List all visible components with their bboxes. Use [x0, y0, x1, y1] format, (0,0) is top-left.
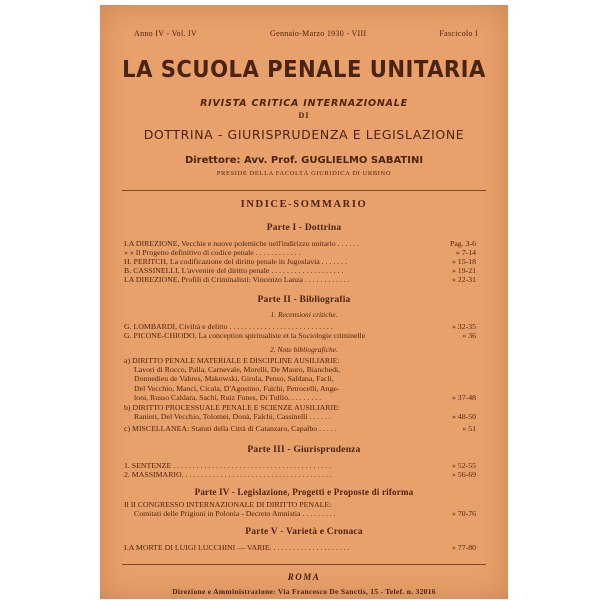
toc-entry-page: » 56-69	[449, 470, 476, 479]
toc-entry-page: » 37-48	[451, 392, 476, 402]
connector-di: DI	[298, 111, 310, 120]
toc-entry	[124, 257, 476, 266]
issue-header	[134, 29, 478, 38]
journal-scope: DOTTRINA - GIURISPRUDENZA E LEGISLAZIONE	[143, 127, 465, 142]
toc-entry-text: H. PERITCH, La codificazione del diritto penale in Jugoslavia . . . . . . .	[124, 257, 348, 266]
subsection-reviews: 1. Recensioni critiche.	[270, 310, 338, 319]
block-line: Lavori di Rocco, Palla, Carnevale, Morelli, De Mauro, Bianchedi,	[134, 365, 341, 375]
toc-entry	[124, 322, 476, 331]
toc-entry-text: 2. MASSIMARIO. . . . . . . . . . . . . . . . . . . . . . . . . . . . . . . . . . . . . . .	[124, 470, 332, 479]
journal-cover	[100, 5, 508, 599]
part-3-heading: Parte III - Giurisprudenza	[247, 445, 361, 455]
volume-label: Anno IV - Vol. IV	[134, 29, 198, 38]
toc-entry-page: Pag. 3-6	[447, 239, 476, 248]
block-line: Donnedieu de Vabres, Makowski, Girola, Penso, Saldana, Facli,	[134, 374, 334, 384]
toc-entry-page: » 15-18	[449, 257, 476, 266]
toc-entry-page: » 52-55	[449, 461, 476, 470]
fascicolo-label: Fascicolo I	[439, 29, 478, 38]
block-line-text: Ranieri, Del Vecchio, Tolomei, Donà, Falchi, Cassinelli . . . . . .	[134, 412, 331, 422]
legislation-block	[124, 500, 476, 518]
toc-entry-page: » 77-80	[449, 543, 476, 552]
issue-date: Gennaio-Marzo 1930 - VIII	[270, 29, 367, 38]
subsection-notes: 2. Note bibliografiche.	[270, 345, 338, 354]
notes-block-b	[124, 403, 476, 421]
toc-entry-text: LA DIREZIONE, Profili di Criminalisti: Vincenzo Lanza . . . . . . . . . . . .	[124, 275, 350, 284]
divider	[122, 564, 486, 565]
director-affiliation: PRESIDE DELLA FACOLTÀ GIURIDICA DI URBINO	[216, 170, 392, 177]
block-line: b) DIRITTO PROCESSUALE PENALE E SCIENZE AUSILIARIE:	[124, 403, 340, 412]
block-line-text: loni, Russo Caldara, Sachi, Ruiz Funes, Di Tullio. . . . . . . . .	[134, 392, 322, 402]
part-4-heading: Parte IV - Legislazione, Progetti e Proposte di riforma	[194, 487, 414, 497]
toc-entry-page: » 70-76	[451, 509, 476, 519]
toc-entry-text: » » Il Progetto definitivo di codice penale . . . . . . . . . . . .	[124, 248, 301, 257]
toc-entry-text: G. LOMBARDI, Civiltà e delitto . . . . . . . . . . . . . . . . . . . . . . . . . . .	[124, 322, 333, 331]
block-line: Il II CONGRESSO INTERNAZIONALE DI DIRITTO PENALE:	[124, 500, 332, 509]
block-line: Del Vecchio, Manci, Cicala, D'Agostino, Falchi, Petrocelli, Ange-	[134, 383, 340, 393]
divider	[122, 190, 486, 191]
toc-entry-page: » 32-35	[449, 322, 476, 331]
toc-entry-text: B. CASSINELLI, L'avvenire del diritto penale . . . . . . . . . . . . . . . . . . .	[124, 266, 344, 275]
toc-entry-page: » 48-50	[451, 412, 476, 422]
toc-entry-page: » 19-21	[449, 266, 476, 275]
toc-entry-page: » 22-31	[449, 275, 476, 284]
toc-entry	[124, 424, 476, 433]
toc-entry-text: LA DIREZIONE, Vecchie e nuove polemiche nell'indirizzo unitario . . . . . .	[124, 239, 360, 248]
toc-entry	[124, 275, 476, 284]
toc-entry	[124, 470, 476, 479]
notes-block-a	[124, 356, 476, 402]
block-line: a) DIRITTO PENALE MATERIALE E DISCIPLINE AUSILIARIE:	[124, 356, 340, 365]
index-heading: INDICE-SOMMARIO	[240, 199, 368, 210]
toc-entry	[124, 461, 476, 470]
toc-entry-page: » 7-14	[453, 248, 476, 257]
block-line-text: Comitati delle Prigioni in Polonia - Decreto Amnistia . . . . . . . . .	[134, 509, 336, 519]
toc-entry-text: c) MISCELLANEA: Statuti della Città di Catanzaro, Capalbo . . . . .	[124, 424, 337, 433]
block-line	[124, 393, 476, 402]
city-label: ROMA	[287, 572, 321, 582]
journal-subtitle: RIVISTA CRITICA INTERNAZIONALE	[200, 98, 408, 109]
journal-title: LA SCUOLA PENALE UNITARIA	[122, 57, 486, 83]
toc-entry	[124, 266, 476, 275]
toc-entry-text: G. PICONE-CHIODO, La conception spiritualiste et la Sociologie criminelle	[124, 331, 366, 340]
toc-entry-page: » 36	[459, 331, 476, 340]
part-1-heading: Parte I - Dottrina	[266, 223, 342, 233]
toc-entry-page: » 51	[459, 424, 476, 433]
toc-entry	[124, 239, 476, 248]
publisher-address: Direzione e Amministrazione: Via Francesco De Sanctis, 15 - Telef. n. 32016	[172, 587, 436, 596]
toc-entry	[124, 331, 476, 340]
toc-entry-text: LA MORTE DI LUIGI LUCCHINI — VARIE. . . . . . . . . . . . . . . . . . . . .	[124, 543, 350, 552]
toc-entry-text: 1. SENTENZE . . . . . . . . . . . . . . . . . . . . . . . . . . . . . . . . . . . . . . . . .	[124, 461, 332, 470]
part-2-heading: Parte II - Bibliografia	[257, 295, 351, 305]
director-line: Direttore: Avv. Prof. GUGLIELMO SABATINI	[184, 155, 424, 166]
block-line	[124, 412, 476, 421]
toc-entry	[124, 543, 476, 552]
toc-entry	[124, 248, 476, 257]
part-5-heading: Parte V - Varietà e Cronaca	[245, 527, 363, 537]
block-line	[124, 509, 476, 518]
